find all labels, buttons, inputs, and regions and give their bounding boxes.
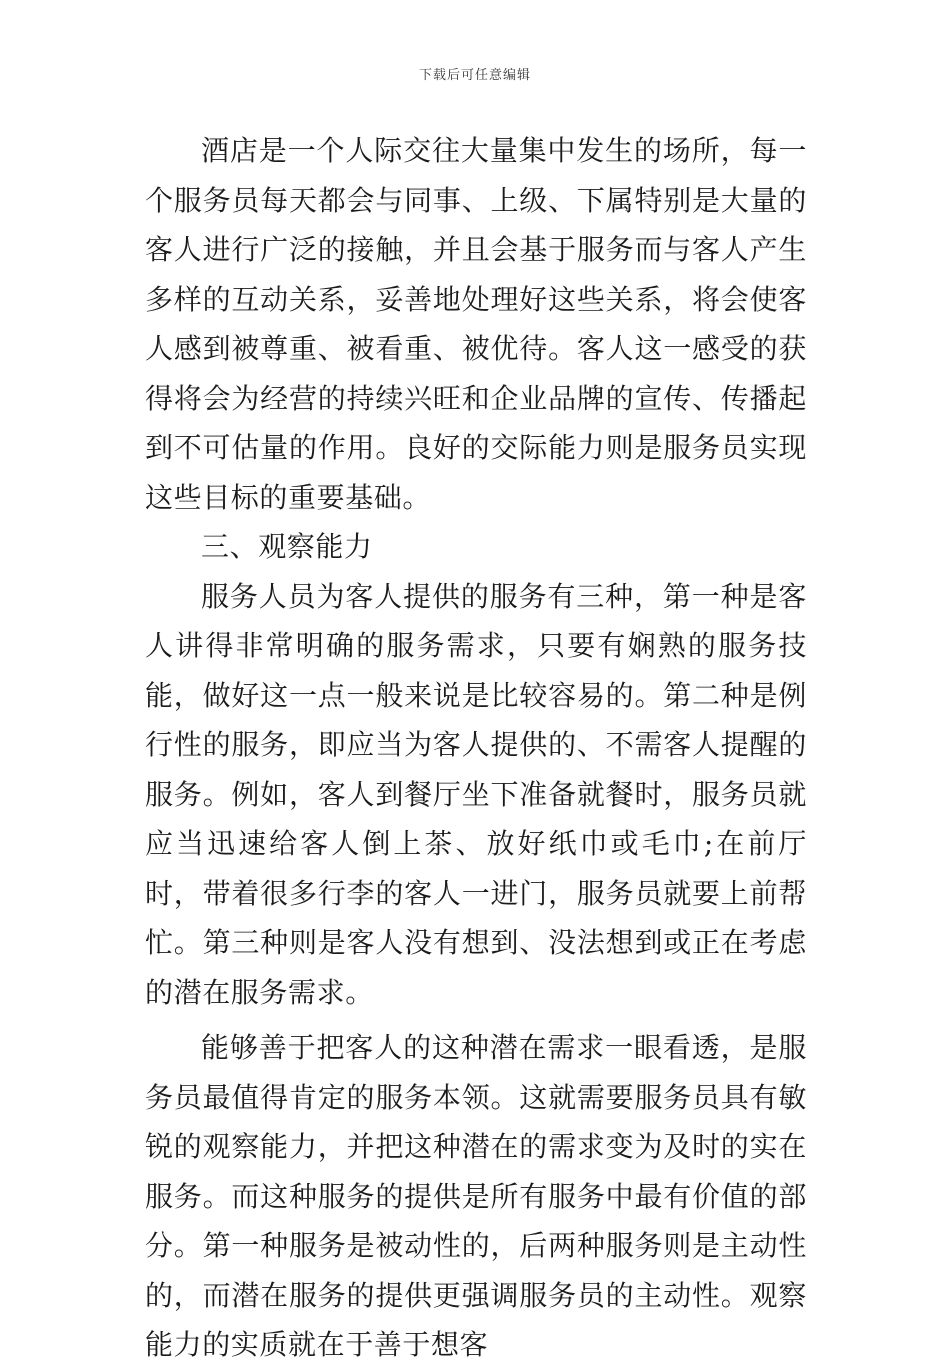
page-header-note: 下载后可任意编辑 (418, 68, 531, 83)
paragraph-service-types: 服务人员为客人提供的服务有三种，第一种是客人讲得非常明确的服务需求，只要有娴熟的服务技能，做好这一点一般来说是比较容易的。第二种是例行性的服务，即应当为客人提供的、不需客人提醒的服务。例如，客人到餐厅坐下准备就餐时，服务员就应当迅速给客人倒上茶、放好纸巾或毛巾;在前厅时，带着很多行李的客人一进门，服务员就要上前帮忙。第三种则是客人没有想到、没法想到或正在考虑的潜在服务需求。 (145, 579, 807, 1009)
document-body (145, 126, 807, 1370)
paragraph-latent-needs: 能够善于把客人的这种潜在需求一眼看透，是服务员最值得肯定的服务本领。这就需要服务员具有敏锐的观察能力，并把这种潜在的需求变为及时的实在服务。而这种服务的提供是所有服务中最有价值的部分。第一种服务是被动性的，后两种服务则是主动性的，而潜在服务的提供更强调服务员的主动性。观察能力的实质就在于善于想客 (145, 1031, 807, 1361)
section-heading-observation: 三、观察能力 (201, 530, 373, 563)
paragraph-interpersonal: 酒店是一个人际交往大量集中发生的场所，每一个服务员每天都会与同事、上级、下属特别是大量的客人进行广泛的接触，并且会基于服务而与客人产生多样的互动关系，妥善地处理好这些关系，将会使客人感到被尊重、被看重、被优待。客人这一感受的获得将会为经营的持续兴旺和企业品牌的宣传、传播起到不可估量的作用。良好的交际能力则是服务员实现这些目标的重要基础。 (145, 134, 807, 514)
